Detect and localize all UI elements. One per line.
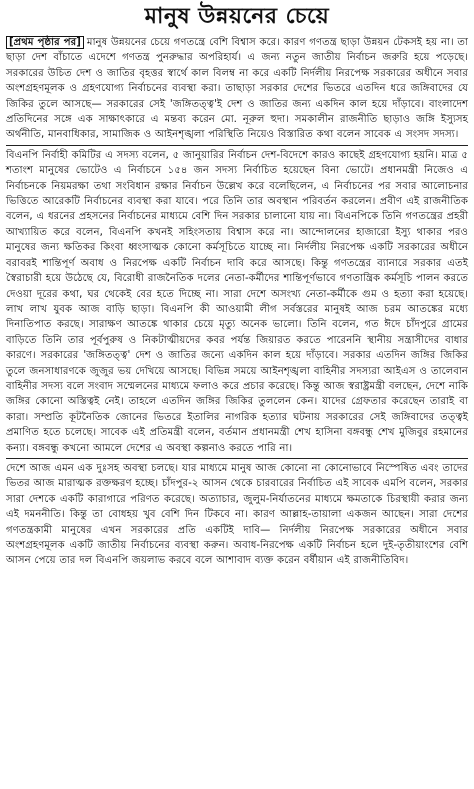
continuation-tag: [প্রথম পৃষ্ঠার পর]: [6, 36, 84, 49]
paragraph-text: মানুষ উন্নয়নের চেয়ে গণতন্ত্রে বেশি বিশ্বাস করে। কারণ গণতন্ত্র ছাড়া উন্নয়ন টেকসই হয় না। তা ছাড়া দেশ বাঁচাতে এদেশে গণতন্ত্র পুনরুদ্ধার অপরিহার্য। এ জন্য নতুন জাতীয় নির্বাচন জরুরি হয়ে পড়েছে। সরকারের উচিত দেশ ও জাতির বৃহত্তর স্বার্থে কাল বিলম্ব না করে একটি নির্দলীয় নিরপেক্ষ সরকারের অধীনে সবার অংশগ্রহণমূলক ও গ্রহণযোগ্য নির্বাচনের ব্যবস্থা করা। তাছাড়া সরকার দেশের ভিতরে এতদিন ধরে জঙ্গিবাদের যে জিকির তুলে আসছে— সরকারের সেই 'জঙ্গিতত্ত্ব'ই দেশ ও জাতির জন্য একদিন কাল হয়ে দাঁড়াবে। বাংলাদেশ প্রতিদিনের সঙ্গে এক সাক্ষাৎকারে এ মন্তব্য করেন মো. নূরুল হুদা। সমকালীন রাজনীতি ছাড়াও জঙ্গি ইস্যুসহ অর্থনীতি, মানবাধিকার, সামাজিক ও আইনশৃঙ্খলা পরিস্থিতি নিয়েও বিস্তারিত কথা বলেন সাবেক এ সংসদ সদস্য।: [6, 37, 468, 141]
article-paragraph: [6, 461, 468, 569]
paragraph-divider: [6, 458, 468, 459]
article-paragraph: [6, 35, 468, 143]
paragraph-text: বিএনপি নির্বাহী কমিটির এ সদস্য বলেন, ৫ জানুয়ারির নির্বাচন দেশ-বিদেশে কারও কাছেই গ্রহণযোগ্য হয়নি। মাত্র ৫ শতাংশ মানুষের ভোটেও এ নির্বাচনে ১৫৪ জন সদস্য নির্বাচিত হয়েছেন বিনা ভোটে। প্রধানমন্ত্রী নিজেও এ নির্বাচনকে নিয়মরক্ষা তথা সংবিধান রক্ষার নির্বাচন উল্লেখ করে বলেছিলেন, এ নির্বাচনের পর সবার আলোচনার ভিত্তিতে আরেকটি নির্বাচনের ব্যবস্থা করা যাবে। পরে তিনি তার অবস্থান পরিবর্তন করলেন। প্রবীণ এই রাজনীতিক বলেন, এ ধরনের প্রহসনের নির্বাচনের মাধ্যমে বেশি দিন সরকার চালানো যায় না। বিএনপিকে তিনি গণতন্ত্রের প্রহরী আখ্যায়িত করে বলেন, বিএনপি কখনই সহিংসতায় বিশ্বাস করে না। আন্দোলনের হাজারো ইস্যু থাকার পরও মানুষের জন্য ক্ষতিকর কিংবা ধ্বংসাত্মক কোনো কর্মসূচিতে যাচ্ছে না। নির্দলীয় নিরপেক্ষ একটি সরকারের অধীনে বরাবরই শান্তিপূর্ণ অবাধ ও নিরপেক্ষ একটি নির্বাচন দাবি করে আসছে। কিন্তু গণতন্ত্রের ব্যানারে সরকার এতই স্বৈরাচারী হয়ে উঠেছে যে, বিরোধী রাজনৈতিক দলের নেতা-কর্মীদের শান্তিপূর্ণভাবে গণতান্ত্রিক কর্মসূচি পালন করতে দেওয়া দূরের কথা, ঘর থেকেই বের হতে দিচ্ছে না। সারা দেশে অসংখ্য নেতা-কর্মীকে গুম ও হত্যা করা হয়েছে। লাখ লাখ যুবক আজ বাড়ি ছাড়া। বিএনপি কী আওয়ামী লীগ সর্বস্তরের মানুষই আজ চরম আতঙ্কের মধ্যে দিনাতিপাত করছে। সারাক্ষণ আতঙ্কে থাকার চেয়ে মৃত্যু অনেক ভালো। তিনি বলেন, গত ঈদে চাঁদপুরে গ্রামের বাড়িতে তিনি তার পূর্বপুরুষ ও নিকটাত্মীয়দের কবর পর্যন্ত জিয়ারত করতে পারেননি স্থানীয় সন্ত্রাসীদের বাধার কারণে। সরকারের 'জঙ্গিতত্ত্ব' দেশ ও জাতির জন্যে একদিন কাল হয়ে দাঁড়াবে। সরকার এতদিন জঙ্গির জিকির তুলে জনসাধারণকে জুজুর ভয় দেখিয়ে আসছে। বিভিন্ন সময়ে আইনশৃঙ্খলা বাহিনীর সদস্যরা আইএস ও তালেবান বাহিনীর সদস্য বলে সংবাদ সম্মেলনের মাধ্যমে ফলাও করে প্রচার করেছে। কিন্তু আজ স্বরাষ্ট্রমন্ত্রী বলছেন, দেশে নাকি জঙ্গির কোনো অস্তিত্বই নেই। তাহলে এতদিন জঙ্গির জিকির তুললেন কেন। যাদের গ্রেফতার করেছেন তারাই বা কারা। সম্প্রতি কূটনৈতিক জোনের ভিতরে ইতালির নাগরিক হত্যার ঘটনায় সরকারের সেই জঙ্গিবাদের তত্ত্বই প্রমাণিত হতে চলেছে। সাবেক এই প্রতিমন্ত্রী বলেন, বর্তমান প্রধানমন্ত্রী শেখ হাসিনা বঙ্গবন্ধু শেখ মুজিবুর রহমানের কন্যা। বঙ্গবন্ধু কখনো আমলে দেশের এ অবস্থা কল্পনাও করতে পারি না।: [6, 149, 468, 454]
paragraph-divider: [6, 145, 468, 146]
article-body: [6, 35, 468, 569]
paragraph-text: দেশে আজ এমন এক দুঃসহ অবস্থা চলছে। যার মাধ্যমে মানুষ আজ কোনো না কোনোভাবে নিস্পেষিত এবং তাদের ভিতর আজ মারাত্মক রক্তক্ষরণ হচ্ছে। চাঁদপুর-২ আসন থেকে চারবারের নির্বাচিত এই সাবেক এমপি বলেন, সরকার সারা দেশকে একটি কারাগারে পরিণত করেছে। অত্যাচার, জুলুম-নির্যাতনের মাধ্যমে ক্ষমতাকে চিরস্থায়ী করার জন্য এই দমননীতি। কিন্তু তা বোধহয় খুব বেশি দিন টিকবে না। কারণ আল্লাহ-তায়ালা একজন আছেন। সারা দেশের গণতন্ত্রকামী মানুষের এখন সরকারের প্রতি একটিই দাবি— নির্দলীয় নিরপেক্ষ সরকারের অধীনে সবার অংশগ্রহণমূলক একটি জাতীয় নির্বাচনের ব্যবস্থা করুন। অবাধ-নিরপেক্ষ একটি নির্বাচন হলে দুই-তৃতীয়াংশের বেশি আসন পেয়ে তার দল বিএনপি জয়লাভ করবে বলে আশাবাদ ব্যক্ত করেন বর্ষীয়ান এই রাজনীতিবিদ।: [6, 462, 468, 567]
article-paragraph: [6, 148, 468, 456]
headline: মানুষ উন্নয়নের চেয়ে: [144, 4, 330, 29]
